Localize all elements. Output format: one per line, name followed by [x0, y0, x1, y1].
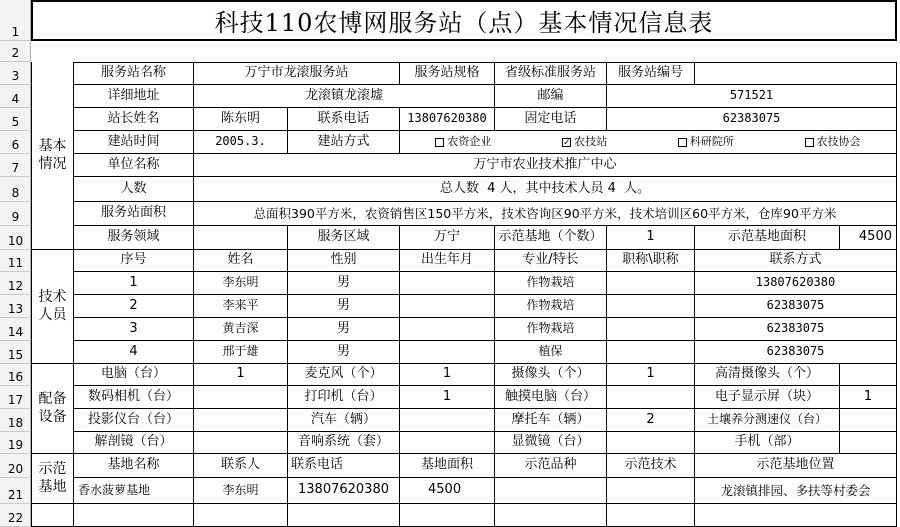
equip-display-value[interactable]: [840, 386, 897, 409]
cell-text: 1: [236, 366, 245, 382]
demo-header-text: 示范技术: [624, 457, 677, 473]
demo-header-name[interactable]: [74, 454, 194, 478]
tech-row-4-name[interactable]: [194, 341, 288, 364]
demo-header-location[interactable]: [695, 454, 897, 478]
tech-row-2-major[interactable]: [495, 295, 607, 318]
master-name-value[interactable]: [194, 108, 288, 131]
cell-text: 黄吉深: [222, 321, 259, 336]
region-label-text: 服务区域: [317, 229, 370, 245]
tech-header-text: 性别: [330, 252, 357, 268]
station-scale-label[interactable]: [400, 62, 495, 85]
section-tech-label[interactable]: [31, 250, 74, 364]
region-value-text: 万宁: [433, 229, 460, 245]
fixed-phone-label[interactable]: [495, 108, 607, 131]
demo-row-contact[interactable]: [194, 478, 288, 504]
equip-microscope-value[interactable]: [607, 432, 695, 454]
station-code-label[interactable]: [607, 62, 695, 85]
station-scale-value[interactable]: [495, 62, 607, 85]
checkbox-icon[interactable]: [678, 138, 687, 147]
tech-row-4-title[interactable]: [607, 341, 695, 364]
build-mode-label[interactable]: [288, 131, 400, 154]
master-name-label[interactable]: [74, 108, 194, 131]
equip-computer-label[interactable]: [74, 364, 194, 386]
equip-hd-camera-label[interactable]: [695, 364, 840, 386]
phone-value[interactable]: [400, 108, 495, 131]
row-number[interactable]: 22: [0, 504, 31, 527]
row-number[interactable]: 4: [0, 85, 31, 108]
unit-name-value-text: 万宁市农业技术推广中心: [473, 156, 617, 172]
row-number[interactable]: 15: [0, 341, 31, 364]
section-basic-text-1: 基本: [38, 138, 67, 154]
mode-option-station[interactable]: [562, 136, 607, 148]
section-demo-label[interactable]: [31, 454, 74, 504]
demo-count-label[interactable]: [495, 226, 607, 250]
cell-text: 高清摄像头（个）: [714, 366, 819, 382]
demo-header-text: 基地面积: [420, 457, 473, 473]
equip-printer-value[interactable]: [400, 386, 495, 409]
cell-text: 显微镜（台）: [511, 434, 590, 450]
cell-text: 1: [646, 366, 655, 382]
cell-text: 男: [336, 343, 350, 359]
demo-row-tech[interactable]: [607, 478, 695, 504]
demo-area-label-text: 示范基地面积: [727, 229, 806, 245]
cell-text: 邢于雄: [222, 344, 259, 359]
tech-header-text: 姓名: [227, 252, 254, 268]
cell-text: 62383075: [766, 344, 825, 359]
region-value[interactable]: [400, 226, 495, 250]
section-basic-text-2: 情况: [38, 155, 67, 172]
area-label[interactable]: [74, 202, 194, 226]
cell-text: 数码相机（台）: [87, 388, 179, 404]
mode-option-label: 农技协会: [816, 134, 861, 148]
row-number[interactable]: 1: [0, 0, 31, 41]
station-code-value[interactable]: [695, 62, 897, 85]
unit-name-value[interactable]: [194, 154, 897, 177]
row-number[interactable]: 18: [0, 409, 31, 432]
cell-text: 3: [129, 320, 138, 336]
cell-text: 打印机（台）: [304, 388, 383, 404]
unit-name-label[interactable]: [74, 154, 194, 177]
tech-row-1-major[interactable]: [495, 272, 607, 295]
cell-text: 1: [129, 274, 138, 290]
build-mode-label-text: 建站方式: [317, 133, 370, 149]
row-number[interactable]: 6: [0, 131, 31, 154]
cell-text: 男: [336, 320, 350, 336]
cell-text: 麦克风（个）: [304, 366, 383, 382]
fixed-phone-value-text: 62383075: [722, 111, 781, 126]
tech-row-1-contact[interactable]: [695, 272, 897, 295]
tech-header-text: 职称\职称: [622, 252, 679, 268]
tech-row-3-birth[interactable]: [400, 318, 495, 341]
phone-label[interactable]: [288, 108, 400, 131]
people-label[interactable]: [74, 177, 194, 202]
cell-text: 2: [646, 411, 655, 427]
zip-label-text: 邮编: [537, 87, 564, 103]
equip-display-label[interactable]: [695, 386, 840, 409]
build-time-value-text: 2005.3.: [215, 134, 266, 149]
cell-text: 手机（部）: [734, 434, 800, 450]
equip-car-value[interactable]: [400, 409, 495, 432]
tech-row-3-contact[interactable]: [695, 318, 897, 341]
section-equipment-text-1: 配备: [38, 391, 67, 407]
master-name-label-text: 站长姓名: [107, 110, 160, 126]
tech-header-text: 出生年月: [420, 252, 473, 268]
demo-header-text: 基地名称: [107, 457, 160, 473]
tech-row-2-title[interactable]: [607, 295, 695, 318]
tech-header-gender[interactable]: [288, 250, 400, 272]
tech-header-text: 序号: [120, 252, 147, 268]
build-time-label-text: 建站时间: [107, 133, 160, 149]
equip-camera-value[interactable]: [607, 364, 695, 386]
cell-text: 触摸电脑（台）: [504, 388, 596, 404]
equip-microphone-value[interactable]: [400, 364, 495, 386]
cell-text: 汽车（辆）: [310, 411, 376, 427]
demo-header-variety[interactable]: [495, 454, 607, 478]
tech-row-2-birth[interactable]: [400, 295, 495, 318]
mode-option-label: 农技站: [574, 134, 608, 148]
equip-digital-camera-value[interactable]: [194, 386, 288, 409]
row-number[interactable]: 7: [0, 154, 31, 177]
tech-row-2-no[interactable]: [74, 295, 194, 318]
demo-area-value-text: 4500: [858, 229, 892, 245]
equip-printer-label[interactable]: [288, 386, 400, 409]
demo-count-label-text: 示范基地（个数）: [498, 229, 603, 245]
build-time-value[interactable]: [194, 131, 288, 154]
cell-text: 13807620380: [755, 275, 836, 290]
sheet-title: 科技110农博网服务站（点）基本情况信息表: [214, 9, 714, 37]
demo-row-area[interactable]: [400, 478, 495, 504]
tech-row-4-contact[interactable]: [695, 341, 897, 364]
zip-value-text: 571521: [729, 88, 774, 103]
row-number[interactable]: 17: [0, 386, 31, 409]
mode-option-institute[interactable]: [678, 136, 734, 148]
empty-cell[interactable]: [695, 504, 897, 527]
station-name-value[interactable]: [194, 62, 400, 85]
cell-text: 电脑（台）: [100, 366, 166, 382]
cell-text: 1: [442, 388, 452, 404]
row-number[interactable]: 9: [0, 202, 31, 226]
equip-microphone-label[interactable]: [288, 364, 400, 386]
tech-row-3-no[interactable]: [74, 318, 194, 341]
station-scale-label-text: 服务站规格: [414, 65, 480, 81]
tech-row-3-name[interactable]: [194, 318, 288, 341]
tech-row-1-birth[interactable]: [400, 272, 495, 295]
build-mode-options: [400, 131, 897, 154]
cell-text: 摩托车（辆）: [511, 411, 590, 427]
equip-dissecting-scope-value[interactable]: [194, 432, 288, 454]
cell-text: 13807620380: [298, 482, 389, 498]
fixed-phone-value[interactable]: [607, 108, 897, 131]
area-value-text: 总面积390平方米，农资销售区150平方米，技术咨询区90平方米，技术培训区60平方米，仓库90平方米: [253, 205, 837, 221]
tech-row-1-no[interactable]: [74, 272, 194, 295]
equip-hd-camera-value[interactable]: [840, 364, 897, 386]
cell-text: 音响系统（套）: [297, 434, 389, 450]
build-time-label[interactable]: [74, 131, 194, 154]
tech-row-4-birth[interactable]: [400, 341, 495, 364]
equip-microscope-label[interactable]: [495, 432, 607, 454]
cell-text: 作物栽培: [526, 298, 575, 313]
row-number[interactable]: 5: [0, 108, 31, 131]
equip-motorcycle-value[interactable]: [607, 409, 695, 432]
master-name-value-text: 陈东明: [220, 110, 260, 126]
equip-touch-computer-value[interactable]: [607, 386, 695, 409]
tech-row-2-name[interactable]: [194, 295, 288, 318]
demo-row-name[interactable]: [74, 478, 194, 504]
demo-count-value-text: 1: [646, 229, 655, 245]
cell-text: 男: [336, 274, 350, 290]
equip-projector-value[interactable]: [194, 409, 288, 432]
tech-header-birth[interactable]: [400, 250, 495, 272]
field-label[interactable]: [74, 226, 194, 250]
tech-header-text: 专业/特长: [522, 252, 579, 268]
mode-option-company[interactable]: [435, 136, 491, 148]
demo-header-text: 联系电话: [291, 457, 344, 473]
tech-header-name[interactable]: [194, 250, 288, 272]
area-label-text: 服务站面积: [100, 205, 166, 221]
mode-option-label: 农资企业: [447, 134, 492, 148]
row-number[interactable]: 3: [0, 62, 31, 85]
demo-header-text: 示范品种: [524, 457, 577, 473]
checkbox-icon[interactable]: [805, 138, 814, 147]
tech-row-2-gender[interactable]: [288, 295, 400, 318]
region-label[interactable]: [288, 226, 400, 250]
section-tech-text-1: 技术: [38, 289, 67, 305]
cell-text: 电子显示屏（块）: [714, 388, 819, 404]
station-name-label[interactable]: [74, 62, 194, 85]
section-demo-text-2: 基地: [38, 478, 67, 495]
equip-soil-meter-label[interactable]: [695, 409, 840, 432]
empty-cell[interactable]: [31, 504, 74, 527]
row-number[interactable]: 13: [0, 295, 31, 318]
cell-text: 1: [863, 388, 873, 404]
address-label[interactable]: [74, 85, 194, 108]
demo-header-text: 联系人: [220, 457, 260, 473]
empty-cell[interactable]: [400, 504, 495, 527]
equip-audio-label[interactable]: [288, 432, 400, 454]
cell-text: 解剖镜（台）: [94, 434, 173, 450]
tech-row-4-gender[interactable]: [288, 341, 400, 364]
tech-header-title[interactable]: [607, 250, 695, 272]
equip-audio-value[interactable]: [400, 432, 495, 454]
zip-label[interactable]: [495, 85, 607, 108]
station-scale-value-text: 省级标准服务站: [504, 65, 596, 81]
demo-header-tech[interactable]: [607, 454, 695, 478]
row-number[interactable]: 12: [0, 272, 31, 295]
station-name-label-text: 服务站名称: [100, 65, 166, 81]
equip-car-label[interactable]: [288, 409, 400, 432]
tech-row-4-major[interactable]: [495, 341, 607, 364]
cell-text: 男: [336, 297, 350, 313]
section-equipment-label[interactable]: [31, 364, 74, 454]
demo-row-location[interactable]: [695, 478, 897, 504]
zip-value[interactable]: [607, 85, 897, 108]
empty-cell[interactable]: [495, 504, 607, 527]
people-value-text: 总人数 4 人，其中技术人员 4 人。: [439, 180, 651, 196]
row-number[interactable]: 2: [0, 41, 31, 62]
equip-projector-label[interactable]: [74, 409, 194, 432]
equip-computer-value[interactable]: [194, 364, 288, 386]
unit-name-label-text: 单位名称: [107, 156, 160, 172]
equip-soil-meter-value[interactable]: [840, 409, 897, 432]
field-label-text: 服务领域: [107, 229, 160, 245]
row-number[interactable]: 11: [0, 250, 31, 272]
equip-dissecting-scope-label[interactable]: [74, 432, 194, 454]
demo-count-value[interactable]: [607, 226, 695, 250]
cell-text: 龙滚镇排园、多扶等村委会: [720, 482, 871, 498]
title-cell[interactable]: [31, 0, 897, 41]
checkbox-icon[interactable]: [435, 138, 444, 147]
demo-area-value[interactable]: [840, 226, 897, 250]
cell-text: 植保: [538, 344, 563, 359]
cell-text: 香水菠萝基地: [78, 482, 151, 497]
row-number[interactable]: 16: [0, 364, 31, 386]
phone-label-text: 联系电话: [317, 110, 370, 126]
demo-header-phone[interactable]: [288, 454, 400, 478]
mode-option-label: 科研院所: [689, 134, 734, 148]
phone-value-text: 13807620380: [407, 111, 487, 126]
empty-cell[interactable]: [74, 504, 194, 527]
address-value[interactable]: [194, 85, 495, 108]
row-number[interactable]: 20: [0, 454, 31, 478]
fixed-phone-label-text: 固定电话: [524, 110, 577, 126]
tech-row-4-no[interactable]: [74, 341, 194, 364]
station-code-label-text: 服务站编号: [617, 65, 683, 81]
mode-option-association[interactable]: [805, 136, 861, 148]
row-number[interactable]: 10: [0, 226, 31, 250]
cell-text: 李来平: [222, 298, 259, 313]
empty-cell[interactable]: [194, 504, 288, 527]
checkbox-checked-icon[interactable]: ✓: [563, 137, 571, 148]
empty-cell[interactable]: [288, 504, 400, 527]
row-number[interactable]: 8: [0, 177, 31, 202]
demo-header-area[interactable]: [400, 454, 495, 478]
address-label-text: 详细地址: [107, 87, 160, 103]
cell-text: 摄像头（个）: [511, 366, 590, 382]
station-name-value-text: 万宁市龙滚服务站: [244, 65, 349, 81]
tech-row-3-title[interactable]: [607, 318, 695, 341]
cell-text: 1: [442, 366, 452, 382]
tech-row-1-gender[interactable]: [288, 272, 400, 295]
demo-area-label[interactable]: [695, 226, 840, 250]
demo-row-phone[interactable]: [288, 478, 400, 504]
cell-text: 李东明: [222, 275, 259, 290]
tech-row-1-name[interactable]: [194, 272, 288, 295]
empty-cell[interactable]: [607, 504, 695, 527]
demo-row-variety[interactable]: [495, 478, 607, 504]
cell-text: 李东明: [222, 482, 259, 497]
address-value-text: 龙滚镇龙滚墟: [304, 87, 383, 103]
section-equipment-text-2: 设备: [38, 408, 67, 425]
tech-header-text: 联系方式: [769, 252, 822, 268]
demo-header-text: 示范基地位置: [756, 457, 835, 473]
equip-phone-label[interactable]: [695, 432, 840, 454]
cell-text: 土壤养分测速仪（台）: [706, 412, 827, 427]
equip-camera-label[interactable]: [495, 364, 607, 386]
section-demo-text-1: 示范: [38, 461, 67, 477]
equip-digital-camera-label[interactable]: [74, 386, 194, 409]
row-number[interactable]: 14: [0, 318, 31, 341]
tech-header-no[interactable]: [74, 250, 194, 272]
demo-header-contact[interactable]: [194, 454, 288, 478]
cell-text: 4500: [428, 482, 462, 498]
people-value[interactable]: [194, 177, 897, 202]
section-basic-label[interactable]: [31, 62, 74, 250]
tech-row-3-major[interactable]: [495, 318, 607, 341]
equip-motorcycle-label[interactable]: [495, 409, 607, 432]
row-number[interactable]: 21: [0, 478, 31, 504]
tech-header-major[interactable]: [495, 250, 607, 272]
cell-text: 作物栽培: [526, 275, 575, 290]
row-number[interactable]: 19: [0, 432, 31, 454]
area-value[interactable]: [194, 202, 897, 226]
equip-touch-computer-label[interactable]: [495, 386, 607, 409]
cell-text: 4: [129, 343, 138, 359]
tech-row-1-title[interactable]: [607, 272, 695, 295]
section-tech-text-2: 人员: [38, 306, 67, 323]
cell-text: 2: [129, 297, 138, 313]
tech-header-contact[interactable]: [695, 250, 897, 272]
tech-row-2-contact[interactable]: [695, 295, 897, 318]
field-value[interactable]: [194, 226, 288, 250]
cell-text: 作物栽培: [526, 321, 575, 336]
cell-text: 投影仪台（台）: [87, 411, 179, 427]
cell-text: 62383075: [766, 298, 825, 313]
equip-phone-value[interactable]: [840, 432, 897, 454]
people-label-text: 人数: [120, 180, 147, 196]
tech-row-3-gender[interactable]: [288, 318, 400, 341]
cell-text: 62383075: [766, 321, 825, 336]
